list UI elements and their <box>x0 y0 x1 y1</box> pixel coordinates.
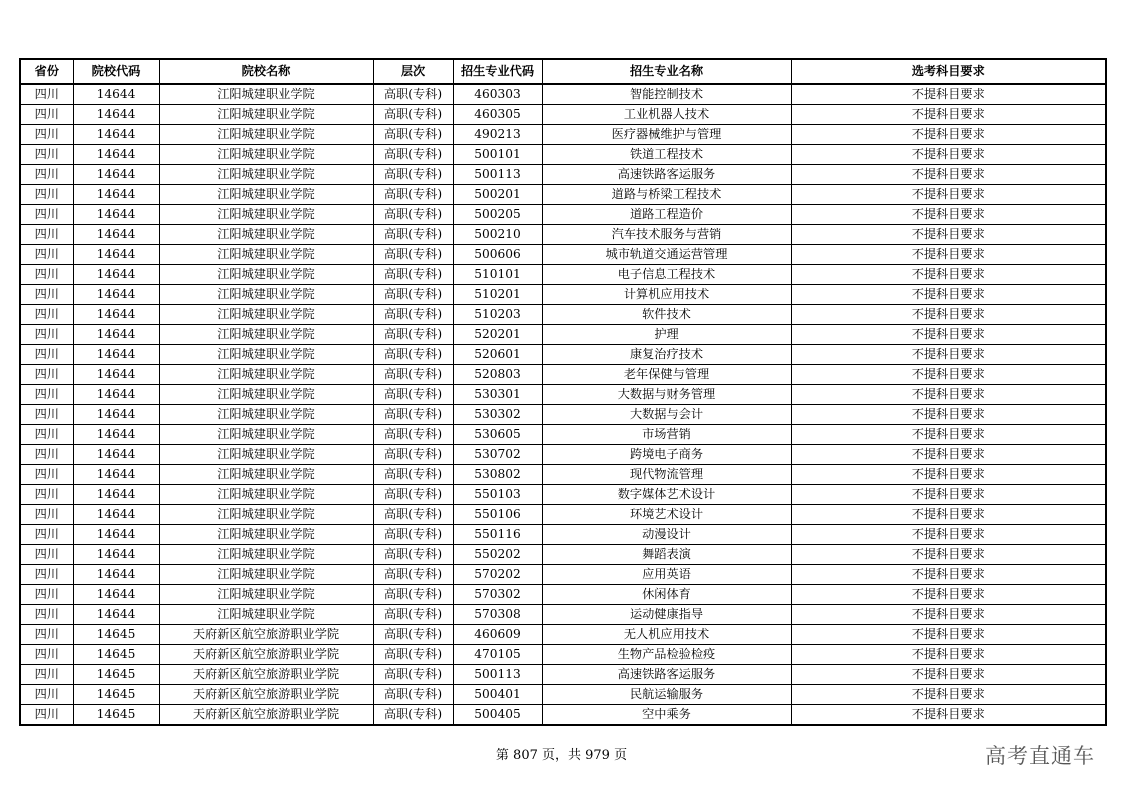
cell-level: 高职(专科) <box>373 685 453 705</box>
cell-subject-requirement: 不提科目要求 <box>791 585 1106 605</box>
table-row <box>20 585 1106 605</box>
cell-major-name: 运动健康指导 <box>542 605 791 625</box>
cell-major-code: 500205 <box>453 205 542 225</box>
cell-school-name: 江阳城建职业学院 <box>159 325 373 345</box>
table-row <box>20 285 1106 305</box>
cell-province: 四川 <box>20 245 73 265</box>
cell-province: 四川 <box>20 345 73 365</box>
table-row <box>20 385 1106 405</box>
cell-major-name: 康复治疗技术 <box>542 345 791 365</box>
cell-level: 高职(专科) <box>373 405 453 425</box>
cell-school-code: 14644 <box>73 225 159 245</box>
cell-level: 高职(专科) <box>373 465 453 485</box>
cell-subject-requirement: 不提科目要求 <box>791 385 1106 405</box>
cell-subject-requirement: 不提科目要求 <box>791 365 1106 385</box>
cell-subject-requirement: 不提科目要求 <box>791 265 1106 285</box>
cell-level: 高职(专科) <box>373 585 453 605</box>
cell-province: 四川 <box>20 105 73 125</box>
table-row <box>20 445 1106 465</box>
cell-major-code: 570202 <box>453 565 542 585</box>
cell-major-code: 530302 <box>453 405 542 425</box>
cell-school-code: 14644 <box>73 585 159 605</box>
cell-subject-requirement: 不提科目要求 <box>791 305 1106 325</box>
cell-school-code: 14644 <box>73 365 159 385</box>
cell-province: 四川 <box>20 685 73 705</box>
cell-subject-requirement: 不提科目要求 <box>791 165 1106 185</box>
cell-school-code: 14644 <box>73 245 159 265</box>
cell-school-name: 江阳城建职业学院 <box>159 105 373 125</box>
cell-school-name: 天府新区航空旅游职业学院 <box>159 645 373 665</box>
table-row <box>20 705 1106 726</box>
cell-major-code: 530301 <box>453 385 542 405</box>
cell-level: 高职(专科) <box>373 385 453 405</box>
cell-province: 四川 <box>20 425 73 445</box>
cell-major-name: 医疗器械维护与管理 <box>542 125 791 145</box>
cell-level: 高职(专科) <box>373 225 453 245</box>
cell-school-name: 江阳城建职业学院 <box>159 425 373 445</box>
cell-school-code: 14644 <box>73 565 159 585</box>
header-major-code: 招生专业代码 <box>453 59 542 84</box>
cell-major-name: 大数据与会计 <box>542 405 791 425</box>
cell-school-name: 江阳城建职业学院 <box>159 525 373 545</box>
cell-province: 四川 <box>20 385 73 405</box>
cell-level: 高职(专科) <box>373 245 453 265</box>
table-header-row <box>20 59 1106 84</box>
table-row <box>20 205 1106 225</box>
cell-major-name: 计算机应用技术 <box>542 285 791 305</box>
cell-level: 高职(专科) <box>373 425 453 445</box>
cell-subject-requirement: 不提科目要求 <box>791 185 1106 205</box>
cell-school-code: 14644 <box>73 105 159 125</box>
cell-province: 四川 <box>20 305 73 325</box>
table-row <box>20 84 1106 105</box>
cell-subject-requirement: 不提科目要求 <box>791 405 1106 425</box>
cell-province: 四川 <box>20 605 73 625</box>
cell-school-name: 天府新区航空旅游职业学院 <box>159 625 373 645</box>
table-row <box>20 645 1106 665</box>
cell-school-code: 14644 <box>73 285 159 305</box>
watermark-logo: 高考直通车 <box>985 744 1095 768</box>
cell-major-name: 空中乘务 <box>542 705 791 726</box>
cell-province: 四川 <box>20 545 73 565</box>
cell-province: 四川 <box>20 125 73 145</box>
table-row <box>20 685 1106 705</box>
cell-school-code: 14644 <box>73 265 159 285</box>
cell-major-name: 跨境电子商务 <box>542 445 791 465</box>
cell-major-name: 护理 <box>542 325 791 345</box>
table-row <box>20 425 1106 445</box>
cell-major-code: 520201 <box>453 325 542 345</box>
cell-major-name: 城市轨道交通运营管理 <box>542 245 791 265</box>
cell-subject-requirement: 不提科目要求 <box>791 445 1106 465</box>
cell-subject-requirement: 不提科目要求 <box>791 465 1106 485</box>
cell-subject-requirement: 不提科目要求 <box>791 425 1106 445</box>
cell-school-code: 14644 <box>73 84 159 105</box>
cell-school-code: 14644 <box>73 305 159 325</box>
cell-school-code: 14644 <box>73 205 159 225</box>
cell-major-name: 动漫设计 <box>542 525 791 545</box>
cell-school-code: 14644 <box>73 345 159 365</box>
cell-subject-requirement: 不提科目要求 <box>791 205 1106 225</box>
cell-level: 高职(专科) <box>373 125 453 145</box>
cell-level: 高职(专科) <box>373 305 453 325</box>
cell-subject-requirement: 不提科目要求 <box>791 565 1106 585</box>
cell-school-code: 14645 <box>73 685 159 705</box>
cell-province: 四川 <box>20 225 73 245</box>
cell-major-code: 520803 <box>453 365 542 385</box>
cell-school-name: 江阳城建职业学院 <box>159 605 373 625</box>
cell-major-name: 市场营销 <box>542 425 791 445</box>
cell-major-code: 460305 <box>453 105 542 125</box>
table-row <box>20 345 1106 365</box>
cell-major-code: 550103 <box>453 485 542 505</box>
cell-province: 四川 <box>20 405 73 425</box>
cell-province: 四川 <box>20 505 73 525</box>
cell-level: 高职(专科) <box>373 265 453 285</box>
cell-subject-requirement: 不提科目要求 <box>791 525 1106 545</box>
cell-level: 高职(专科) <box>373 525 453 545</box>
cell-major-code: 570302 <box>453 585 542 605</box>
table-row <box>20 165 1106 185</box>
cell-school-name: 江阳城建职业学院 <box>159 165 373 185</box>
cell-level: 高职(专科) <box>373 445 453 465</box>
cell-level: 高职(专科) <box>373 605 453 625</box>
cell-school-name: 江阳城建职业学院 <box>159 485 373 505</box>
cell-school-code: 14644 <box>73 425 159 445</box>
cell-major-code: 500210 <box>453 225 542 245</box>
table-row <box>20 325 1106 345</box>
cell-major-name: 民航运输服务 <box>542 685 791 705</box>
cell-province: 四川 <box>20 165 73 185</box>
cell-level: 高职(专科) <box>373 285 453 305</box>
table-row <box>20 305 1106 325</box>
header-school-name: 院校名称 <box>159 59 373 84</box>
cell-subject-requirement: 不提科目要求 <box>791 605 1106 625</box>
cell-school-name: 江阳城建职业学院 <box>159 265 373 285</box>
table-row <box>20 605 1106 625</box>
cell-province: 四川 <box>20 84 73 105</box>
cell-subject-requirement: 不提科目要求 <box>791 625 1106 645</box>
cell-province: 四川 <box>20 325 73 345</box>
table-row <box>20 565 1106 585</box>
cell-major-name: 软件技术 <box>542 305 791 325</box>
cell-school-code: 14644 <box>73 165 159 185</box>
cell-major-code: 500113 <box>453 665 542 685</box>
cell-school-name: 江阳城建职业学院 <box>159 84 373 105</box>
cell-school-code: 14644 <box>73 325 159 345</box>
table-row <box>20 485 1106 505</box>
cell-major-code: 530605 <box>453 425 542 445</box>
cell-school-name: 天府新区航空旅游职业学院 <box>159 705 373 726</box>
cell-subject-requirement: 不提科目要求 <box>791 105 1106 125</box>
cell-school-name: 江阳城建职业学院 <box>159 305 373 325</box>
cell-province: 四川 <box>20 645 73 665</box>
cell-major-name: 高速铁路客运服务 <box>542 165 791 185</box>
cell-major-code: 460609 <box>453 625 542 645</box>
cell-major-code: 510201 <box>453 285 542 305</box>
cell-level: 高职(专科) <box>373 565 453 585</box>
table-row <box>20 625 1106 645</box>
cell-level: 高职(专科) <box>373 705 453 726</box>
cell-subject-requirement: 不提科目要求 <box>791 325 1106 345</box>
cell-province: 四川 <box>20 485 73 505</box>
cell-major-code: 550116 <box>453 525 542 545</box>
cell-subject-requirement: 不提科目要求 <box>791 545 1106 565</box>
cell-province: 四川 <box>20 665 73 685</box>
table-row <box>20 665 1106 685</box>
table-row <box>20 405 1106 425</box>
cell-school-code: 14644 <box>73 485 159 505</box>
cell-school-name: 江阳城建职业学院 <box>159 205 373 225</box>
cell-major-name: 生物产品检验检疫 <box>542 645 791 665</box>
cell-province: 四川 <box>20 145 73 165</box>
cell-level: 高职(专科) <box>373 365 453 385</box>
cell-province: 四川 <box>20 705 73 726</box>
cell-major-code: 570308 <box>453 605 542 625</box>
cell-subject-requirement: 不提科目要求 <box>791 705 1106 726</box>
cell-major-code: 520601 <box>453 345 542 365</box>
cell-major-code: 550106 <box>453 505 542 525</box>
cell-school-code: 14645 <box>73 665 159 685</box>
cell-level: 高职(专科) <box>373 645 453 665</box>
cell-major-name: 环境艺术设计 <box>542 505 791 525</box>
cell-major-code: 500405 <box>453 705 542 726</box>
cell-subject-requirement: 不提科目要求 <box>791 125 1106 145</box>
cell-province: 四川 <box>20 565 73 585</box>
cell-school-name: 江阳城建职业学院 <box>159 505 373 525</box>
cell-major-code: 470105 <box>453 645 542 665</box>
cell-school-name: 江阳城建职业学院 <box>159 545 373 565</box>
cell-school-code: 14644 <box>73 525 159 545</box>
cell-major-name: 电子信息工程技术 <box>542 265 791 285</box>
cell-school-code: 14644 <box>73 465 159 485</box>
cell-school-name: 江阳城建职业学院 <box>159 585 373 605</box>
cell-level: 高职(专科) <box>373 205 453 225</box>
cell-major-code: 510101 <box>453 265 542 285</box>
cell-subject-requirement: 不提科目要求 <box>791 505 1106 525</box>
cell-school-code: 14645 <box>73 705 159 726</box>
cell-level: 高职(专科) <box>373 485 453 505</box>
cell-school-name: 江阳城建职业学院 <box>159 445 373 465</box>
cell-major-code: 490213 <box>453 125 542 145</box>
table-row <box>20 545 1106 565</box>
cell-school-name: 江阳城建职业学院 <box>159 365 373 385</box>
cell-school-name: 江阳城建职业学院 <box>159 405 373 425</box>
cell-major-name: 舞蹈表演 <box>542 545 791 565</box>
cell-province: 四川 <box>20 265 73 285</box>
cell-school-code: 14644 <box>73 445 159 465</box>
cell-province: 四川 <box>20 285 73 305</box>
table-row <box>20 145 1106 165</box>
header-major-name: 招生专业名称 <box>542 59 791 84</box>
cell-province: 四川 <box>20 585 73 605</box>
cell-school-name: 江阳城建职业学院 <box>159 245 373 265</box>
cell-major-name: 汽车技术服务与营销 <box>542 225 791 245</box>
table-row <box>20 265 1106 285</box>
table-row <box>20 525 1106 545</box>
cell-major-code: 460303 <box>453 84 542 105</box>
cell-major-name: 现代物流管理 <box>542 465 791 485</box>
cell-major-name: 高速铁路客运服务 <box>542 665 791 685</box>
cell-province: 四川 <box>20 625 73 645</box>
cell-major-code: 500401 <box>453 685 542 705</box>
cell-school-code: 14644 <box>73 125 159 145</box>
cell-major-name: 老年保健与管理 <box>542 365 791 385</box>
cell-major-code: 550202 <box>453 545 542 565</box>
cell-level: 高职(专科) <box>373 145 453 165</box>
page-number: 第 807 页，共 979 页 <box>495 748 628 763</box>
cell-province: 四川 <box>20 445 73 465</box>
cell-level: 高职(专科) <box>373 325 453 345</box>
admission-table <box>19 58 1107 726</box>
cell-school-code: 14644 <box>73 405 159 425</box>
cell-school-name: 江阳城建职业学院 <box>159 385 373 405</box>
cell-school-name: 江阳城建职业学院 <box>159 125 373 145</box>
cell-school-code: 14644 <box>73 605 159 625</box>
cell-level: 高职(专科) <box>373 625 453 645</box>
cell-school-name: 天府新区航空旅游职业学院 <box>159 665 373 685</box>
cell-level: 高职(专科) <box>373 665 453 685</box>
table-row <box>20 185 1106 205</box>
cell-school-name: 江阳城建职业学院 <box>159 565 373 585</box>
cell-level: 高职(专科) <box>373 345 453 365</box>
header-school-code: 院校代码 <box>73 59 159 84</box>
cell-province: 四川 <box>20 205 73 225</box>
header-subject-requirement: 选考科目要求 <box>791 59 1106 84</box>
table-row <box>20 365 1106 385</box>
cell-school-code: 14644 <box>73 385 159 405</box>
cell-major-code: 500113 <box>453 165 542 185</box>
cell-major-name: 工业机器人技术 <box>542 105 791 125</box>
cell-level: 高职(专科) <box>373 105 453 125</box>
cell-province: 四川 <box>20 525 73 545</box>
header-province: 省份 <box>20 59 73 84</box>
cell-major-name: 休闲体育 <box>542 585 791 605</box>
cell-subject-requirement: 不提科目要求 <box>791 665 1106 685</box>
cell-province: 四川 <box>20 365 73 385</box>
cell-school-name: 江阳城建职业学院 <box>159 225 373 245</box>
cell-major-code: 500606 <box>453 245 542 265</box>
cell-level: 高职(专科) <box>373 505 453 525</box>
cell-school-name: 江阳城建职业学院 <box>159 145 373 165</box>
cell-subject-requirement: 不提科目要求 <box>791 645 1106 665</box>
cell-school-code: 14645 <box>73 625 159 645</box>
cell-major-name: 智能控制技术 <box>542 84 791 105</box>
table-row <box>20 465 1106 485</box>
cell-major-code: 500201 <box>453 185 542 205</box>
cell-school-code: 14645 <box>73 645 159 665</box>
cell-major-code: 530802 <box>453 465 542 485</box>
table-row <box>20 125 1106 145</box>
cell-subject-requirement: 不提科目要求 <box>791 485 1106 505</box>
header-level: 层次 <box>373 59 453 84</box>
table-row <box>20 105 1106 125</box>
table-row <box>20 245 1106 265</box>
cell-school-code: 14644 <box>73 185 159 205</box>
cell-school-code: 14644 <box>73 545 159 565</box>
cell-level: 高职(专科) <box>373 185 453 205</box>
cell-level: 高职(专科) <box>373 545 453 565</box>
cell-subject-requirement: 不提科目要求 <box>791 225 1106 245</box>
cell-major-name: 铁道工程技术 <box>542 145 791 165</box>
table-row <box>20 505 1106 525</box>
cell-school-name: 江阳城建职业学院 <box>159 465 373 485</box>
cell-major-name: 数字媒体艺术设计 <box>542 485 791 505</box>
cell-subject-requirement: 不提科目要求 <box>791 345 1106 365</box>
cell-major-name: 道路工程造价 <box>542 205 791 225</box>
cell-school-name: 江阳城建职业学院 <box>159 185 373 205</box>
cell-major-name: 应用英语 <box>542 565 791 585</box>
cell-major-name: 无人机应用技术 <box>542 625 791 645</box>
cell-subject-requirement: 不提科目要求 <box>791 84 1106 105</box>
cell-major-code: 510203 <box>453 305 542 325</box>
cell-level: 高职(专科) <box>373 84 453 105</box>
cell-school-code: 14644 <box>73 145 159 165</box>
cell-major-name: 道路与桥梁工程技术 <box>542 185 791 205</box>
cell-school-name: 江阳城建职业学院 <box>159 345 373 365</box>
cell-major-code: 530702 <box>453 445 542 465</box>
cell-subject-requirement: 不提科目要求 <box>791 145 1106 165</box>
cell-school-name: 江阳城建职业学院 <box>159 285 373 305</box>
cell-major-name: 大数据与财务管理 <box>542 385 791 405</box>
table-row <box>20 225 1106 245</box>
cell-province: 四川 <box>20 465 73 485</box>
cell-province: 四川 <box>20 185 73 205</box>
cell-school-code: 14644 <box>73 505 159 525</box>
cell-level: 高职(专科) <box>373 165 453 185</box>
cell-subject-requirement: 不提科目要求 <box>791 685 1106 705</box>
cell-major-code: 500101 <box>453 145 542 165</box>
cell-subject-requirement: 不提科目要求 <box>791 245 1106 265</box>
cell-subject-requirement: 不提科目要求 <box>791 285 1106 305</box>
cell-school-name: 天府新区航空旅游职业学院 <box>159 685 373 705</box>
